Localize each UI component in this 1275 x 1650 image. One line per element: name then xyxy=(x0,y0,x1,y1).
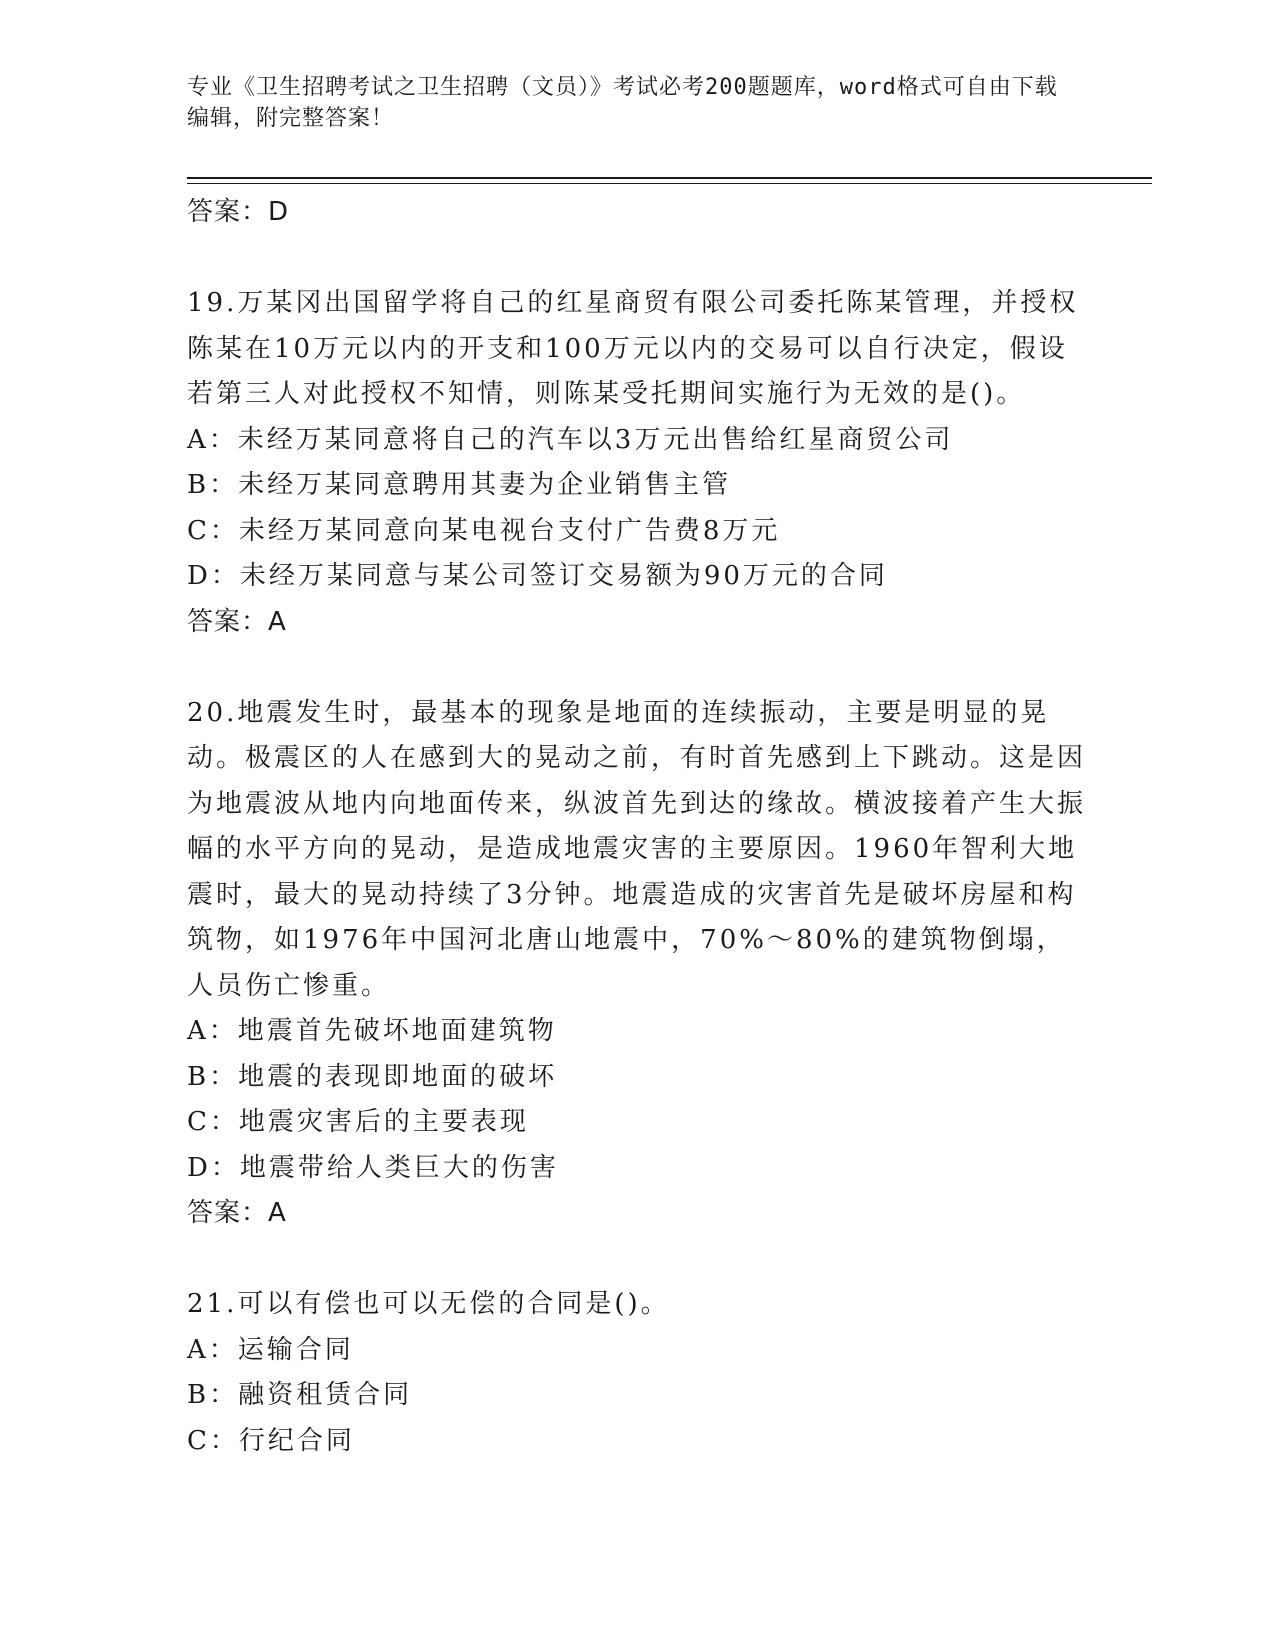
question-item xyxy=(187,1282,1087,1464)
option-b: B：融资租赁合同 xyxy=(187,1380,413,1410)
option-d: D：地震带给人类巨大的伤害 xyxy=(187,1152,559,1183)
answer-label: 答案：A xyxy=(187,1198,287,1228)
option-d: D：未经万某同意与某公司签订交易额为90万元的合同 xyxy=(187,561,888,591)
question-stem: 19.万某冈出国留学将自己的红星商贸有限公司委托陈某管理，并授权陈某在10万元以内的开支和100万元以内的交易可以自行决定，假设若第三人对此授权不知情，则陈某受托期间实施行为无效的是()。 xyxy=(187,288,1079,409)
header-divider-thick xyxy=(187,177,1152,179)
option-b: B：未经万某同意聘用其妻为企业销售主管 xyxy=(187,470,732,500)
option-a: A：未经万某同意将自己的汽车以3万元出售给红星商贸公司 xyxy=(187,424,954,455)
answer-label: 答案：A xyxy=(187,606,287,637)
option-c: C：地震灾害后的主要表现 xyxy=(187,1107,529,1137)
question-stem: 21.可以有偿也可以无偿的合同是()。 xyxy=(187,1289,670,1319)
option-c: C：行纪合同 xyxy=(187,1425,355,1456)
option-a: A：运输合同 xyxy=(187,1334,354,1365)
option-b: B：地震的表现即地面的破坏 xyxy=(187,1061,558,1092)
option-a: A：地震首先破坏地面建筑物 xyxy=(187,1016,557,1046)
question-list xyxy=(187,190,1087,1464)
document-header: 专业《卫生招聘考试之卫生招聘（文员）》考试必考200题题库，word格式可自由下载编辑，附完整答案！ xyxy=(187,75,1058,131)
question-item xyxy=(187,281,1087,645)
header-divider-thin xyxy=(187,183,1152,184)
answer-label: 答案：D xyxy=(187,197,290,227)
question-item xyxy=(187,691,1087,1237)
question-stem: 20.地震发生时，最基本的现象是地面的连续振动，主要是明显的晃动。极震区的人在感到大的晃动之前，有时首先感到上下跳动。这是因为地震波从地内向地面传来，纵波首先到达的缘故。横波接着产生大振幅的水平方向的晃动，是造成地震灾害的主要原因。1960年智利大地震时，最大的晃动持续了3分钟。地震造成的灾害首先是破坏房屋和构筑物，如1976年中国河北唐山地震中，70%～80%的建筑物倒塌，人员伤亡惨重。 xyxy=(187,697,1087,1001)
option-c: C：未经万某同意向某电视台支付广告费8万元 xyxy=(187,515,781,546)
